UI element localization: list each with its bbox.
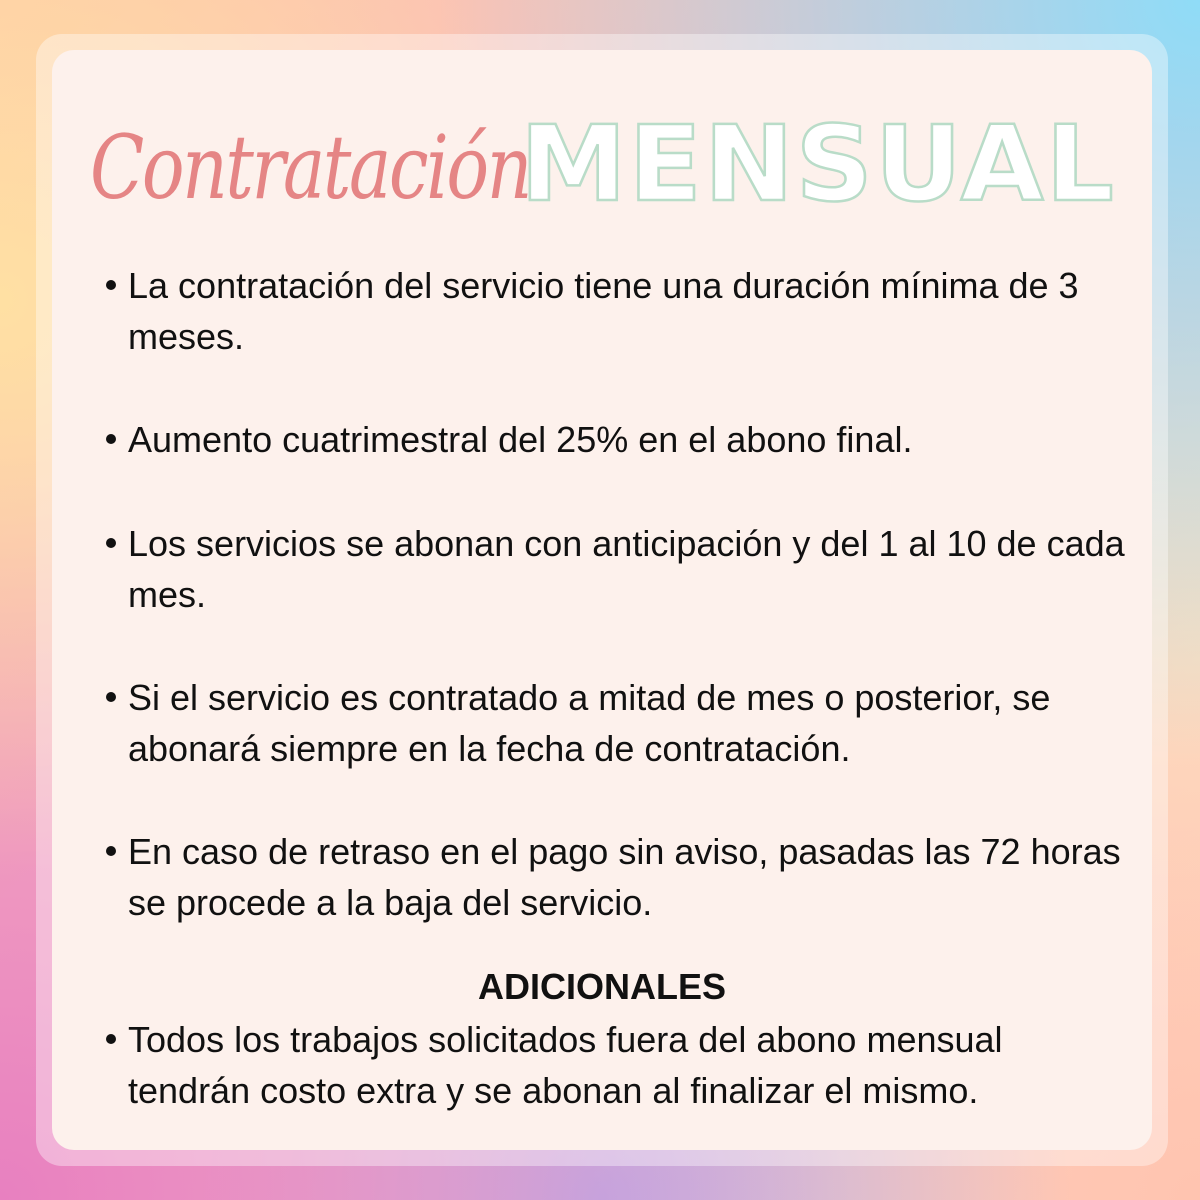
- title-block: MENSUAL: [520, 103, 1116, 225]
- adicionales-heading: ADICIONALES: [477, 966, 726, 1007]
- rule-text: Si el servicio es contratado a mitad de mes o posterior, se abonará siempre en la fecha de contratación.: [128, 677, 1051, 769]
- rule-text: La contratación del servicio tiene una duración mínima de 3 meses.: [128, 265, 1079, 357]
- adicionales-item: [128, 1014, 1128, 1116]
- rule-text: Los servicios se abonan con anticipación y del 1 al 10 de cada mes.: [128, 523, 1125, 615]
- rule-text: En caso de retraso en el pago sin aviso, pasadas las 72 horas se procede a la baja del servicio.: [128, 831, 1121, 923]
- rule-text: Aumento cuatrimestral del 25% en el abono final.: [128, 419, 913, 460]
- bullet-icon: [106, 1034, 116, 1044]
- info-card: [52, 50, 1152, 1150]
- adicionales-text: Todos los trabajos solicitados fuera del abono mensual tendrán costo extra y se abonan al finalizar el mismo.: [128, 1019, 1003, 1111]
- title-script: Contratación: [90, 116, 530, 219]
- adicionales-list: [52, 50, 1152, 1150]
